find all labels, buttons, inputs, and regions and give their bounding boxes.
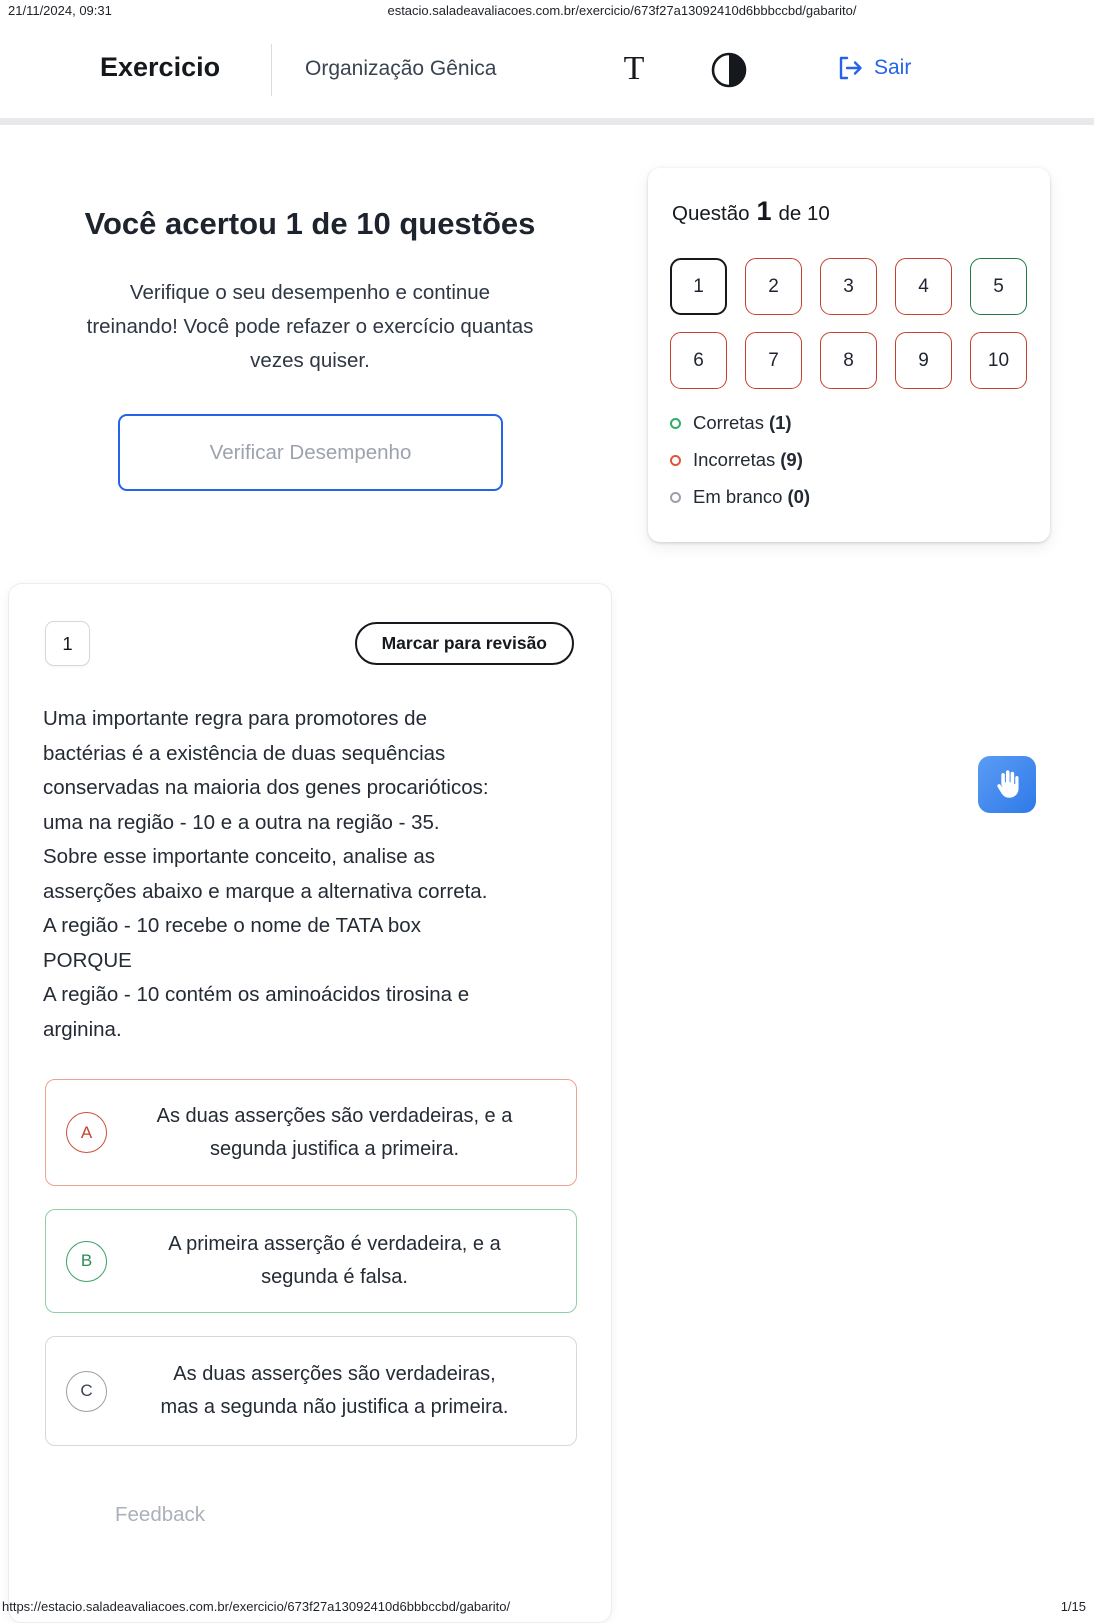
print-datetime: 21/11/2024, 09:31 xyxy=(8,3,112,18)
question-number-box[interactable]: 3 xyxy=(820,258,877,315)
logout-label: Sair xyxy=(874,56,912,79)
option-letter-badge: A xyxy=(66,1112,107,1153)
results-description: Verifique o seu desempenho e continue treinando! Você pode refazer o exercício quantas vezes quiser. xyxy=(86,281,534,372)
question-number-box[interactable]: 4 xyxy=(895,258,952,315)
text-size-button[interactable] xyxy=(612,46,656,92)
exercise-title: Organização Gênica xyxy=(305,57,497,80)
answer-option-b[interactable] xyxy=(45,1209,577,1313)
legend-label: Incorretas xyxy=(693,449,776,470)
sign-language-hand-icon xyxy=(989,767,1025,803)
legend-label: Em branco xyxy=(693,486,783,507)
question-card xyxy=(8,583,612,1623)
results-title: Você acertou 1 de 10 questões xyxy=(84,206,536,241)
question-number-box[interactable]: 5 xyxy=(970,258,1027,315)
question-counter xyxy=(672,196,830,227)
text-size-icon: T xyxy=(623,50,645,87)
legend-item-blank xyxy=(670,486,810,508)
header-divider xyxy=(271,44,272,96)
question-number-grid xyxy=(670,258,1038,389)
footer-url: https://estacio.saladeavaliacoes.com.br/exercicio/673f27a13092410d6bbbccbd/gabarito/ xyxy=(2,1599,511,1614)
question-number-badge: 1 xyxy=(45,621,90,666)
question-number-box[interactable]: 10 xyxy=(970,332,1027,389)
accessibility-button[interactable] xyxy=(978,756,1036,813)
contrast-button[interactable] xyxy=(710,51,748,89)
answer-option-c[interactable] xyxy=(45,1336,577,1446)
verify-performance-button[interactable]: Verificar Desempenho xyxy=(118,414,503,491)
feedback-link[interactable]: Feedback xyxy=(109,1502,211,1528)
legend-item-incorrect xyxy=(670,449,810,471)
question-number-box[interactable]: 8 xyxy=(820,332,877,389)
header-rule xyxy=(0,118,1094,125)
legend-label: Corretas xyxy=(693,412,764,433)
question-counter-suffix: de 10 xyxy=(778,202,830,225)
legend-dot-blank-icon xyxy=(670,492,681,503)
legend-count: (9) xyxy=(780,449,803,470)
legend-count: (1) xyxy=(768,412,792,433)
question-number-box[interactable]: 6 xyxy=(670,332,727,389)
question-number-box[interactable]: 1 xyxy=(670,258,727,315)
question-counter-prefix: Questão xyxy=(672,202,750,225)
question-number-box[interactable]: 9 xyxy=(895,332,952,389)
contrast-icon xyxy=(710,77,748,92)
option-text: A primeira asserção é verdadeira, e a segunda é falsa. xyxy=(168,1233,501,1288)
print-header-url: estacio.saladeavaliacoes.com.br/exercicio/673f27a13092410d6bbbccbd/gabarito/ xyxy=(387,3,857,18)
question-counter-current: 1 xyxy=(756,196,772,226)
logout-icon xyxy=(836,55,864,81)
option-letter-badge: C xyxy=(66,1371,107,1412)
question-number-box[interactable]: 7 xyxy=(745,332,802,389)
legend-dot-correct-icon xyxy=(670,418,681,429)
mark-review-button[interactable]: Marcar para revisão xyxy=(355,622,574,665)
option-letter-badge: B xyxy=(66,1241,107,1282)
answer-option-a[interactable] xyxy=(45,1079,577,1186)
legend-count: (0) xyxy=(787,486,811,507)
logout-button[interactable] xyxy=(830,54,917,82)
legend-dot-incorrect-icon xyxy=(670,455,681,466)
app-title: Exercicio xyxy=(100,52,221,82)
option-text: As duas asserções são verdadeiras, mas a segunda não justifica a primeira. xyxy=(160,1363,509,1418)
question-text: Uma importante regra para promotores de bactérias é a existência de duas sequências conservadas na maioria dos genes procarióticos: uma na região - 10 e a outra na região - 35. Sobre esse importante conceito, analise as asserções abaixo e marque a alternativa correta. A região - 10 recebe o nome de TATA box PORQUE A região - 10 contém os aminoácidos tirosina e arginina. xyxy=(43,707,489,1041)
legend-item-correct xyxy=(670,412,810,434)
footer-page-number: 1/15 xyxy=(1060,1599,1086,1614)
option-text: As duas asserções são verdadeiras, e a segunda justifica a primeira. xyxy=(156,1104,513,1160)
results-legend xyxy=(670,412,810,523)
question-number-box[interactable]: 2 xyxy=(745,258,802,315)
